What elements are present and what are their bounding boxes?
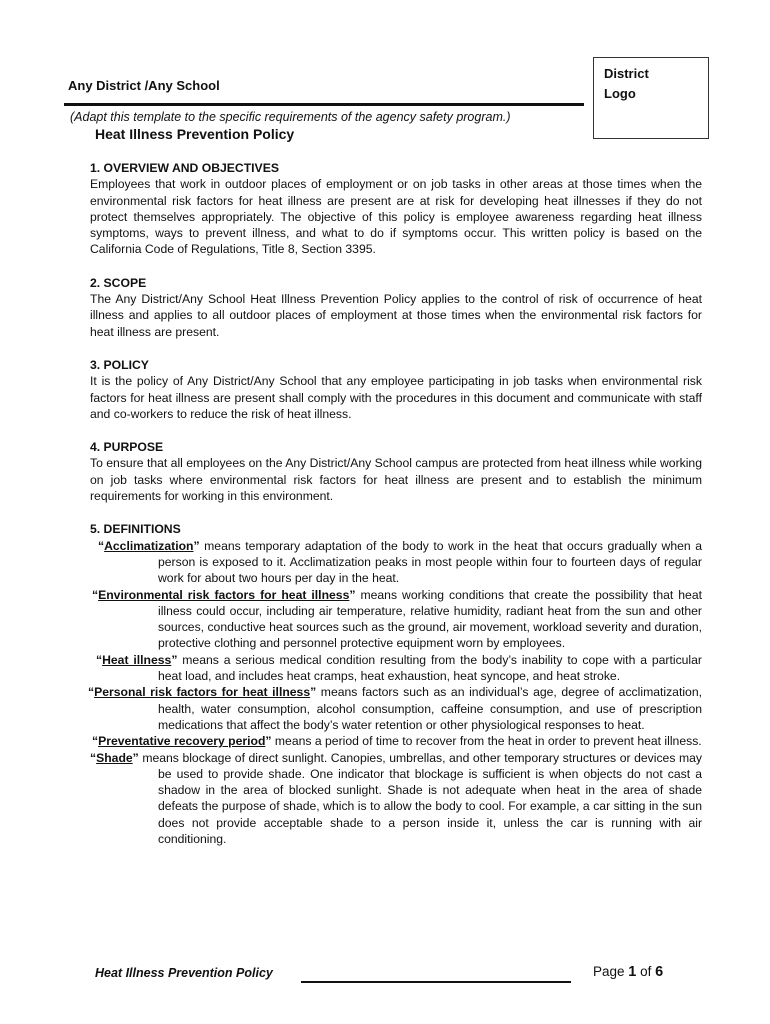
section-purpose bbox=[90, 439, 702, 504]
definition-item: “Personal risk factors for heat illness” means factors such as an individual’s age, degree of acclimatization, health, water consumption, alcohol consumption, caffeine consumption, and use of prescription medications that affect the body’s water retention or other physiological responses to heat. bbox=[88, 685, 702, 732]
section-overview bbox=[90, 160, 702, 258]
section-text: It is the policy of Any District/Any School that any employee participating in job tasks when environmental risk factors for heat illness are present shall comply with the procedures in this document and communicate with staff and co-workers to reduce the risk of heat illness. bbox=[90, 374, 702, 421]
definition-text: means a serious medical condition resulting from the body’s inability to cope with a particular heat load, and includes heat cramps, heat exhaustion, heat syncope, and heat stroke. bbox=[158, 652, 702, 684]
page-number: 1 bbox=[628, 964, 637, 980]
page-word: Page bbox=[593, 964, 625, 979]
section-definitions bbox=[90, 521, 702, 847]
section-heading: 3. POLICY bbox=[90, 357, 149, 372]
district-school-name: Any District /Any School bbox=[68, 78, 220, 93]
footer-rule bbox=[301, 981, 571, 983]
section-heading: 1. OVERVIEW AND OBJECTIVES bbox=[90, 161, 279, 175]
section-text: The Any District/Any School Heat Illness Prevention Policy applies to the control of risk of occurrence of heat illness and applies to all outdoor places of employment at those times when the environmental risk factors for heat illness are present. bbox=[90, 292, 702, 339]
definition-term: Environmental risk factors for heat illness bbox=[98, 587, 350, 602]
definition-item: “Heat illness” means a serious medical condition resulting from the body’s inability to cope with a particular heat load, and includes heat cramps, heat exhaustion, heat syncope, and heat stroke. bbox=[96, 652, 702, 684]
definition-text: means blockage of direct sunlight. Canopies, umbrellas, and other temporary structures or devices may be used to provide shade. One indicator that blockage is sufficient is when objects do not cast a shadow in the area of blocked sunlight. Shade is not adequate when heat in the area of shade defeats the purpose of shade, which is to allow the body to cool. For example, a car sitting in the sun does not provide acceptable shade to a person inside it, unless the car is running with air conditioning. bbox=[138, 750, 702, 846]
section-text: Employees that work in outdoor places of employment or on job tasks in other areas at those times when the environmental risk factors for heat illness are present are at risk for developing heat illnesses if they do not protect themselves appropriately. The objective of this policy is employee awareness regarding heat illness symptoms, ways to prevent illness, and what to do if symptoms occur. This written policy is based on the California Code of Regulations, Title 8, Section 3395. bbox=[90, 177, 702, 257]
section-heading: 4. PURPOSE bbox=[90, 440, 164, 455]
document-body bbox=[90, 160, 702, 864]
logo-line-2: Logo bbox=[604, 86, 636, 101]
template-note: (Adapt this template to the specific requirements of the agency safety program.) bbox=[70, 110, 511, 124]
definition-term: Heat illness bbox=[102, 652, 172, 667]
header-rule bbox=[64, 103, 584, 106]
page-footer bbox=[95, 964, 685, 986]
page-indicator bbox=[593, 964, 663, 980]
section-scope bbox=[90, 275, 702, 340]
document-title: Heat Illness Prevention Policy bbox=[95, 126, 295, 142]
logo-line-1: District bbox=[604, 66, 649, 81]
definition-item: “Acclimatization” means temporary adaptation of the body to work in the heat that occurs gradually when a person is exposed to it. Acclimatization peaks in most people within four to fourteen days of regular work for about two hours per day in the heat. bbox=[98, 538, 702, 586]
definition-term: Preventative recovery period bbox=[98, 734, 266, 749]
district-logo-placeholder bbox=[593, 57, 709, 139]
definition-term: Personal risk factors for heat illness bbox=[94, 685, 311, 700]
footer-title: Heat Illness Prevention Policy bbox=[95, 966, 273, 980]
definition-term: Shade bbox=[96, 750, 133, 765]
definition-item: “Shade” means blockage of direct sunlight. Canopies, umbrellas, and other temporary structures or devices may be used to provide shade. One indicator that blockage is sufficient is when objects do not cast a shadow in the area of blocked sunlight. Shade is not adequate when heat in the area of shade defeats the purpose of shade, which is to allow the body to cool. For example, a car sitting in the sun does not provide acceptable shade to a person inside it, unless the car is running with air conditioning. bbox=[90, 750, 702, 846]
definition-text: means factors such as an individual’s age, degree of acclimatization, health, water consumption, alcohol consumption, caffeine consumption, and use of prescription medications that affect the body’s water retention or other physiological responses to heat. bbox=[158, 685, 702, 732]
section-text: To ensure that all employees on the Any District/Any School campus are protected from heat illness while working on job tasks where environmental risk factors for heat illness are present and to establish the minimum requirements for working in this environment. bbox=[90, 456, 702, 504]
definition-item: “Preventative recovery period” means a period of time to recover from the heat in order to prevent heat illness. bbox=[92, 734, 702, 749]
page-total: 6 bbox=[655, 964, 664, 980]
definition-text: means working conditions that create the possibility that heat illness could occur, including air temperature, relative humidity, radiant heat from the sun and other sources, conductive heat sources such as the ground, air movement, workload severity and duration, protective clothing and personnel protective equipment worn by employees. bbox=[158, 587, 702, 651]
section-heading: 2. SCOPE bbox=[90, 275, 147, 290]
definition-text: means a period of time to recover from the heat in order to prevent heat illness. bbox=[271, 734, 702, 749]
section-policy bbox=[90, 357, 702, 422]
of-word: of bbox=[640, 964, 652, 979]
section-heading: 5. DEFINITIONS bbox=[90, 522, 181, 537]
definition-item: “Environmental risk factors for heat illness” means working conditions that create the possibility that heat illness could occur, including air temperature, relative humidity, radiant heat from the sun and other sources, conductive heat sources such as the ground, air movement, workload severity and duration, protective clothing and personnel protective equipment worn by employees. bbox=[92, 587, 702, 651]
definition-text: means temporary adaptation of the body to work in the heat that occurs gradually when a person is exposed to it. Acclimatization peaks in most people within four to fourteen days of regular work for about two hours per day in the heat. bbox=[158, 538, 702, 586]
definition-term: Acclimatization bbox=[104, 538, 194, 553]
